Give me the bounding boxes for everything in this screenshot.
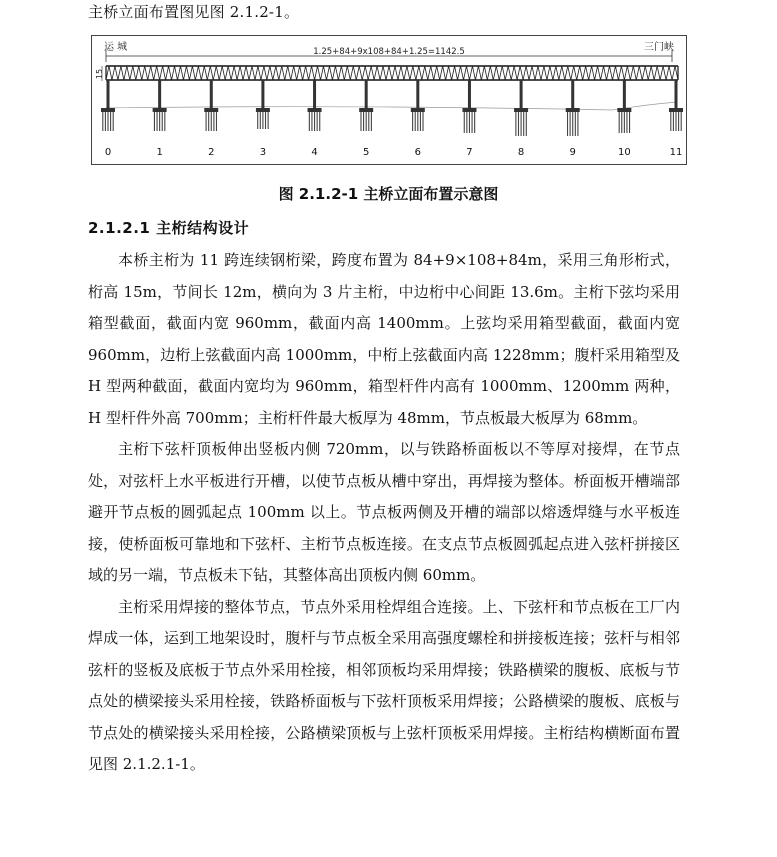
truss-diagonal bbox=[276, 66, 279, 80]
truss-diagonal bbox=[291, 66, 294, 80]
truss-diagonal bbox=[639, 66, 642, 80]
pier-2 bbox=[204, 80, 218, 158]
truss-diagonal bbox=[347, 66, 350, 80]
truss-diagonal bbox=[621, 66, 624, 80]
truss-diagonal bbox=[112, 66, 115, 80]
truss-diagonal bbox=[446, 66, 449, 80]
pier-1 bbox=[153, 80, 167, 158]
truss-diagonal bbox=[437, 66, 440, 80]
truss-diagonal bbox=[428, 66, 431, 80]
truss-diagonal bbox=[130, 66, 133, 80]
truss-diagonal bbox=[562, 66, 565, 80]
truss-diagonal bbox=[332, 66, 335, 80]
truss-diagonal bbox=[461, 66, 464, 80]
truss-diagonal bbox=[612, 66, 615, 80]
truss-diagonal bbox=[464, 66, 467, 80]
truss-diagonal bbox=[601, 66, 604, 80]
truss-diagonal bbox=[294, 66, 297, 80]
truss-diagonal bbox=[180, 66, 183, 80]
truss-diagonal bbox=[246, 66, 249, 80]
truss-diagonal bbox=[553, 66, 556, 80]
truss-diagonal bbox=[344, 66, 347, 80]
truss-diagonal bbox=[389, 66, 392, 80]
truss-diagonal bbox=[356, 66, 359, 80]
truss-diagonal bbox=[154, 66, 157, 80]
section-heading: 2.1.2.1 主桁结构设计 bbox=[88, 219, 250, 237]
truss-diagonal bbox=[645, 66, 648, 80]
truss-diagonal bbox=[175, 66, 178, 80]
pier-0 bbox=[101, 80, 115, 158]
truss-diagonal bbox=[380, 66, 383, 80]
pile-cap bbox=[204, 108, 218, 112]
truss-diagonal bbox=[359, 66, 362, 80]
truss-diagonal bbox=[517, 66, 520, 80]
truss-diagonal bbox=[589, 66, 592, 80]
right-end-label: 三门峡 bbox=[644, 42, 674, 53]
truss-diagonal bbox=[297, 66, 300, 80]
truss-diagonal bbox=[377, 66, 380, 80]
pier-10 bbox=[617, 80, 631, 158]
truss-diagonal bbox=[386, 66, 389, 80]
pier-11 bbox=[669, 80, 683, 158]
pier-number-label: 11 bbox=[669, 147, 683, 158]
truss-diagonal bbox=[383, 66, 386, 80]
truss-diagonal bbox=[234, 66, 237, 80]
left-end-label: 运 城 bbox=[104, 42, 128, 53]
pier-number-label: 3 bbox=[259, 147, 267, 158]
pile-cap bbox=[669, 108, 683, 112]
truss-diagonal bbox=[133, 66, 136, 80]
truss-diagonal bbox=[624, 66, 627, 80]
truss-diagonal bbox=[258, 66, 261, 80]
truss-diagonal bbox=[469, 66, 472, 80]
truss-diagonal bbox=[109, 66, 112, 80]
truss-diagonal bbox=[279, 66, 282, 80]
truss-diagonal bbox=[523, 66, 526, 80]
truss-diagonal bbox=[288, 66, 291, 80]
truss-diagonal bbox=[550, 66, 553, 80]
truss-diagonal bbox=[139, 66, 142, 80]
truss-diagonal bbox=[556, 66, 559, 80]
truss-diagonal bbox=[657, 66, 660, 80]
bridge-elevation-drawing bbox=[92, 36, 686, 164]
truss-diagonal bbox=[163, 66, 166, 80]
truss-diagonal bbox=[329, 66, 332, 80]
truss-diagonal bbox=[595, 66, 598, 80]
truss-diagonal bbox=[252, 66, 255, 80]
truss-diagonal bbox=[142, 66, 145, 80]
truss-diagonal bbox=[270, 66, 273, 80]
truss-diagonal bbox=[145, 66, 148, 80]
pier-number-label: 1 bbox=[156, 147, 163, 158]
truss-diagonal bbox=[404, 66, 407, 80]
truss-diagonal bbox=[487, 66, 490, 80]
truss-diagonal bbox=[350, 66, 353, 80]
pile-cap bbox=[462, 108, 476, 112]
truss-diagonal bbox=[407, 66, 410, 80]
truss-elevation bbox=[106, 66, 678, 80]
truss-diagonal bbox=[172, 66, 175, 80]
truss-diagonal bbox=[440, 66, 443, 80]
truss-diagonal bbox=[547, 66, 550, 80]
truss-diagonal bbox=[416, 66, 419, 80]
truss-diagonal bbox=[529, 66, 532, 80]
pile-cap bbox=[617, 108, 631, 112]
truss-diagonal bbox=[207, 66, 210, 80]
truss-diagonal bbox=[532, 66, 535, 80]
truss-diagonal bbox=[273, 66, 276, 80]
pier-7 bbox=[462, 80, 476, 158]
pile-cap bbox=[411, 108, 425, 112]
truss-diagonal bbox=[568, 66, 571, 80]
truss-diagonal bbox=[541, 66, 544, 80]
pier-6 bbox=[411, 80, 425, 158]
truss-diagonal bbox=[160, 66, 163, 80]
truss-diagonal bbox=[326, 66, 329, 80]
truss-diagonal bbox=[166, 66, 169, 80]
truss-diagonal bbox=[148, 66, 151, 80]
pier-4 bbox=[308, 80, 322, 158]
truss-diagonal bbox=[136, 66, 139, 80]
truss-diagonal bbox=[169, 66, 172, 80]
truss-diagonal bbox=[240, 66, 243, 80]
truss-diagonal bbox=[425, 66, 428, 80]
truss-diagonal bbox=[335, 66, 338, 80]
truss-diagonal bbox=[422, 66, 425, 80]
pier-number-label: 10 bbox=[617, 147, 631, 158]
truss-diagonal bbox=[374, 66, 377, 80]
truss-diagonal bbox=[666, 66, 669, 80]
pier-number-label: 2 bbox=[208, 147, 215, 158]
truss-diagonal bbox=[508, 66, 511, 80]
truss-diagonal bbox=[213, 66, 216, 80]
truss-diagonal bbox=[315, 66, 318, 80]
truss-diagonal bbox=[592, 66, 595, 80]
pile-cap bbox=[514, 108, 528, 112]
pier-number-label: 8 bbox=[517, 147, 525, 158]
truss-diagonal bbox=[455, 66, 458, 80]
pile-cap bbox=[153, 108, 167, 112]
truss-diagonal bbox=[630, 66, 633, 80]
pier-number-label: 5 bbox=[362, 147, 370, 158]
truss-diagonal bbox=[538, 66, 541, 80]
truss-diagonal bbox=[574, 66, 577, 80]
truss-diagonal bbox=[395, 66, 398, 80]
truss-diagonal bbox=[571, 66, 574, 80]
truss-diagonal bbox=[499, 66, 502, 80]
truss-diagonal bbox=[183, 66, 186, 80]
pile-cap bbox=[359, 108, 373, 112]
truss-diagonal bbox=[607, 66, 610, 80]
pier-number-label: 6 bbox=[414, 147, 422, 158]
truss-diagonal bbox=[443, 66, 446, 80]
pier-number-label: 9 bbox=[569, 147, 576, 158]
paragraph-1: 本桥主桁为 11 跨连续钢桁梁，跨度布置为 84+9×108+84m，采用三角形桁式，桁高 15m，节间长 12m，横向为 3 片主桁，中边桁中心间距 13.6m。主桁下弦均采用箱型截面，截面内宽 960mm，截面内高 1400mm。上弦均采用箱型截面，截面内宽 960mm，边桁上弦截面内高 1000mm，中桁上弦截面内高 1228mm；腹杆采用箱型及 H 型两种截面，截面内宽均为 960mm，箱型杆件内高有 1000mm、1200mm 两种，H 型杆件外高 700mm；主桁杆件最大板厚为 48mm，节点板最大板厚为 68mm。 bbox=[88, 251, 680, 427]
truss-diagonal bbox=[559, 66, 562, 80]
pier-8 bbox=[514, 80, 528, 158]
truss-diagonal bbox=[365, 66, 368, 80]
truss-diagonal bbox=[321, 66, 324, 80]
pier-number-label: 4 bbox=[311, 147, 318, 158]
truss-diagonal bbox=[306, 66, 309, 80]
ground-line bbox=[106, 102, 677, 110]
pier-9 bbox=[566, 80, 580, 158]
truss-diagonal bbox=[502, 66, 505, 80]
truss-diagonal bbox=[648, 66, 651, 80]
truss-diagonal bbox=[636, 66, 639, 80]
truss-diagonal bbox=[449, 66, 452, 80]
pile-cap bbox=[256, 108, 270, 112]
truss-diagonal bbox=[338, 66, 341, 80]
truss-diagonal bbox=[577, 66, 580, 80]
truss-diagonal bbox=[496, 66, 499, 80]
truss-diagonal bbox=[392, 66, 395, 80]
truss-diagonal bbox=[157, 66, 160, 80]
truss-diagonal bbox=[115, 66, 118, 80]
truss-diagonal bbox=[604, 66, 607, 80]
truss-diagonal bbox=[401, 66, 404, 80]
truss-diagonal bbox=[544, 66, 547, 80]
paragraph-2: 主桁下弦杆顶板伸出竖板内侧 720mm，以与铁路桥面板以不等厚对接焊，在节点处，对弦杆上水平板进行开槽，以使节点板从槽中穿出，再焊接为整体。桥面板开槽端部避开节点板的圆弧起点 100mm 以上。节点板两侧及开槽的端部以熔透焊缝与水平板连接，使桥面板可靠地和下弦杆、主桁节点板连接。在支点节点板圆弧起点进入弦杆拼接区域的另一端，节点板未下钻，其整体高出顶板内侧 60mm。 bbox=[88, 440, 680, 584]
truss-diagonal bbox=[413, 66, 416, 80]
truss-diagonal bbox=[514, 66, 517, 80]
truss-diagonal bbox=[410, 66, 413, 80]
truss-diagonal bbox=[565, 66, 568, 80]
bridge-elevation-figure bbox=[91, 35, 687, 165]
truss-diagonal bbox=[458, 66, 461, 80]
truss-diagonal bbox=[127, 66, 130, 80]
truss-diagonal bbox=[192, 66, 195, 80]
truss-diagonal bbox=[580, 66, 583, 80]
truss-height-label: 15 bbox=[95, 68, 104, 80]
truss-diagonal bbox=[195, 66, 198, 80]
truss-diagonal bbox=[452, 66, 455, 80]
truss-diagonal bbox=[204, 66, 207, 80]
span-formula-label: 1.25+84+9x108+84+1.25=1142.5 bbox=[313, 47, 465, 57]
truss-diagonal bbox=[309, 66, 312, 80]
truss-diagonal bbox=[231, 66, 234, 80]
truss-diagonal bbox=[228, 66, 231, 80]
body-text bbox=[88, 245, 680, 781]
truss-diagonal bbox=[651, 66, 654, 80]
truss-diagonal bbox=[615, 66, 618, 80]
truss-diagonal bbox=[225, 66, 228, 80]
pier-5 bbox=[359, 80, 373, 158]
truss-diagonal bbox=[505, 66, 508, 80]
truss-diagonal bbox=[627, 66, 630, 80]
truss-diagonal bbox=[660, 66, 663, 80]
truss-diagonal bbox=[189, 66, 192, 80]
truss-diagonal bbox=[118, 66, 121, 80]
truss-diagonal bbox=[178, 66, 181, 80]
truss-diagonal bbox=[243, 66, 246, 80]
truss-diagonal bbox=[368, 66, 371, 80]
truss-diagonal bbox=[186, 66, 189, 80]
truss-diagonal bbox=[222, 66, 225, 80]
truss-diagonal bbox=[121, 66, 124, 80]
truss-diagonal bbox=[323, 66, 326, 80]
truss-diagonal bbox=[669, 66, 672, 80]
truss-diagonal bbox=[303, 66, 306, 80]
truss-diagonal bbox=[472, 66, 475, 80]
truss-diagonal bbox=[198, 66, 201, 80]
truss-diagonal bbox=[285, 66, 288, 80]
pier-number-label: 0 bbox=[104, 147, 112, 158]
figure-caption: 图 2.1.2-1 主桥立面布置示意图 bbox=[278, 185, 499, 203]
truss-diagonal bbox=[526, 66, 529, 80]
truss-diagonal bbox=[642, 66, 645, 80]
truss-diagonal bbox=[398, 66, 401, 80]
truss-diagonal bbox=[255, 66, 258, 80]
truss-diagonal bbox=[261, 66, 264, 80]
truss-diagonal bbox=[633, 66, 636, 80]
pier-number-label: 7 bbox=[466, 147, 473, 158]
truss-diagonal bbox=[216, 66, 219, 80]
truss-diagonal bbox=[478, 66, 481, 80]
truss-diagonal bbox=[362, 66, 365, 80]
truss-diagonal bbox=[219, 66, 222, 80]
truss-diagonal bbox=[586, 66, 589, 80]
truss-diagonal bbox=[481, 66, 484, 80]
truss-diagonal bbox=[493, 66, 496, 80]
pile-cap bbox=[566, 108, 580, 112]
truss-diagonal bbox=[419, 66, 422, 80]
truss-diagonal bbox=[520, 66, 523, 80]
truss-diagonal bbox=[434, 66, 437, 80]
pile-cap bbox=[308, 108, 322, 112]
truss-diagonal bbox=[466, 66, 469, 80]
truss-diagonal bbox=[341, 66, 344, 80]
truss-diagonal bbox=[511, 66, 514, 80]
truss-diagonal bbox=[353, 66, 356, 80]
truss-diagonal bbox=[371, 66, 374, 80]
truss-diagonal bbox=[282, 66, 285, 80]
truss-diagonal bbox=[475, 66, 478, 80]
truss-diagonal bbox=[672, 66, 675, 80]
paragraph-3: 主桁采用焊接的整体节点，节点外采用栓焊组合连接。上、下弦杆和节点板在工厂内焊成一体，运到工地架设时，腹杆与节点板全采用高强度螺栓和拼接板连接；弦杆与相邻弦杆的竖板及底板于节点外采用栓接，相邻顶板均采用焊接；铁路横梁的腹板、底板与节点处的横梁接头采用栓接，铁路桥面板与下弦杆顶板采用焊接；公路横梁的腹板、底板与节点处的横梁接头采用栓接，公路横梁顶板与上弦杆顶板采用焊接。主桁结构横断面布置见图 2.1.2.1-1。 bbox=[88, 597, 680, 773]
truss-diagonal bbox=[598, 66, 601, 80]
truss-diagonal bbox=[535, 66, 538, 80]
truss-diagonal bbox=[663, 66, 666, 80]
truss-diagonal bbox=[609, 66, 612, 80]
truss-diagonal bbox=[312, 66, 315, 80]
truss-diagonal bbox=[267, 66, 270, 80]
truss-diagonal bbox=[249, 66, 252, 80]
truss-diagonal bbox=[618, 66, 621, 80]
truss-diagonal bbox=[201, 66, 204, 80]
truss-diagonal bbox=[151, 66, 154, 80]
truss-diagonal bbox=[300, 66, 303, 80]
truss-diagonal bbox=[484, 66, 487, 80]
truss-diagonal bbox=[654, 66, 657, 80]
truss-diagonal bbox=[318, 66, 321, 80]
pier-3 bbox=[256, 80, 270, 158]
pile-cap bbox=[101, 108, 115, 112]
truss-diagonal bbox=[124, 66, 127, 80]
truss-diagonal bbox=[210, 66, 213, 80]
truss-diagonal bbox=[264, 66, 267, 80]
pier-group bbox=[101, 80, 683, 158]
intro-line: 主桥立面布置图见图 2.1.2-1。 bbox=[88, 3, 300, 21]
truss-diagonal bbox=[583, 66, 586, 80]
truss-diagonal bbox=[490, 66, 493, 80]
truss-diagonal bbox=[237, 66, 240, 80]
truss-diagonal bbox=[431, 66, 434, 80]
